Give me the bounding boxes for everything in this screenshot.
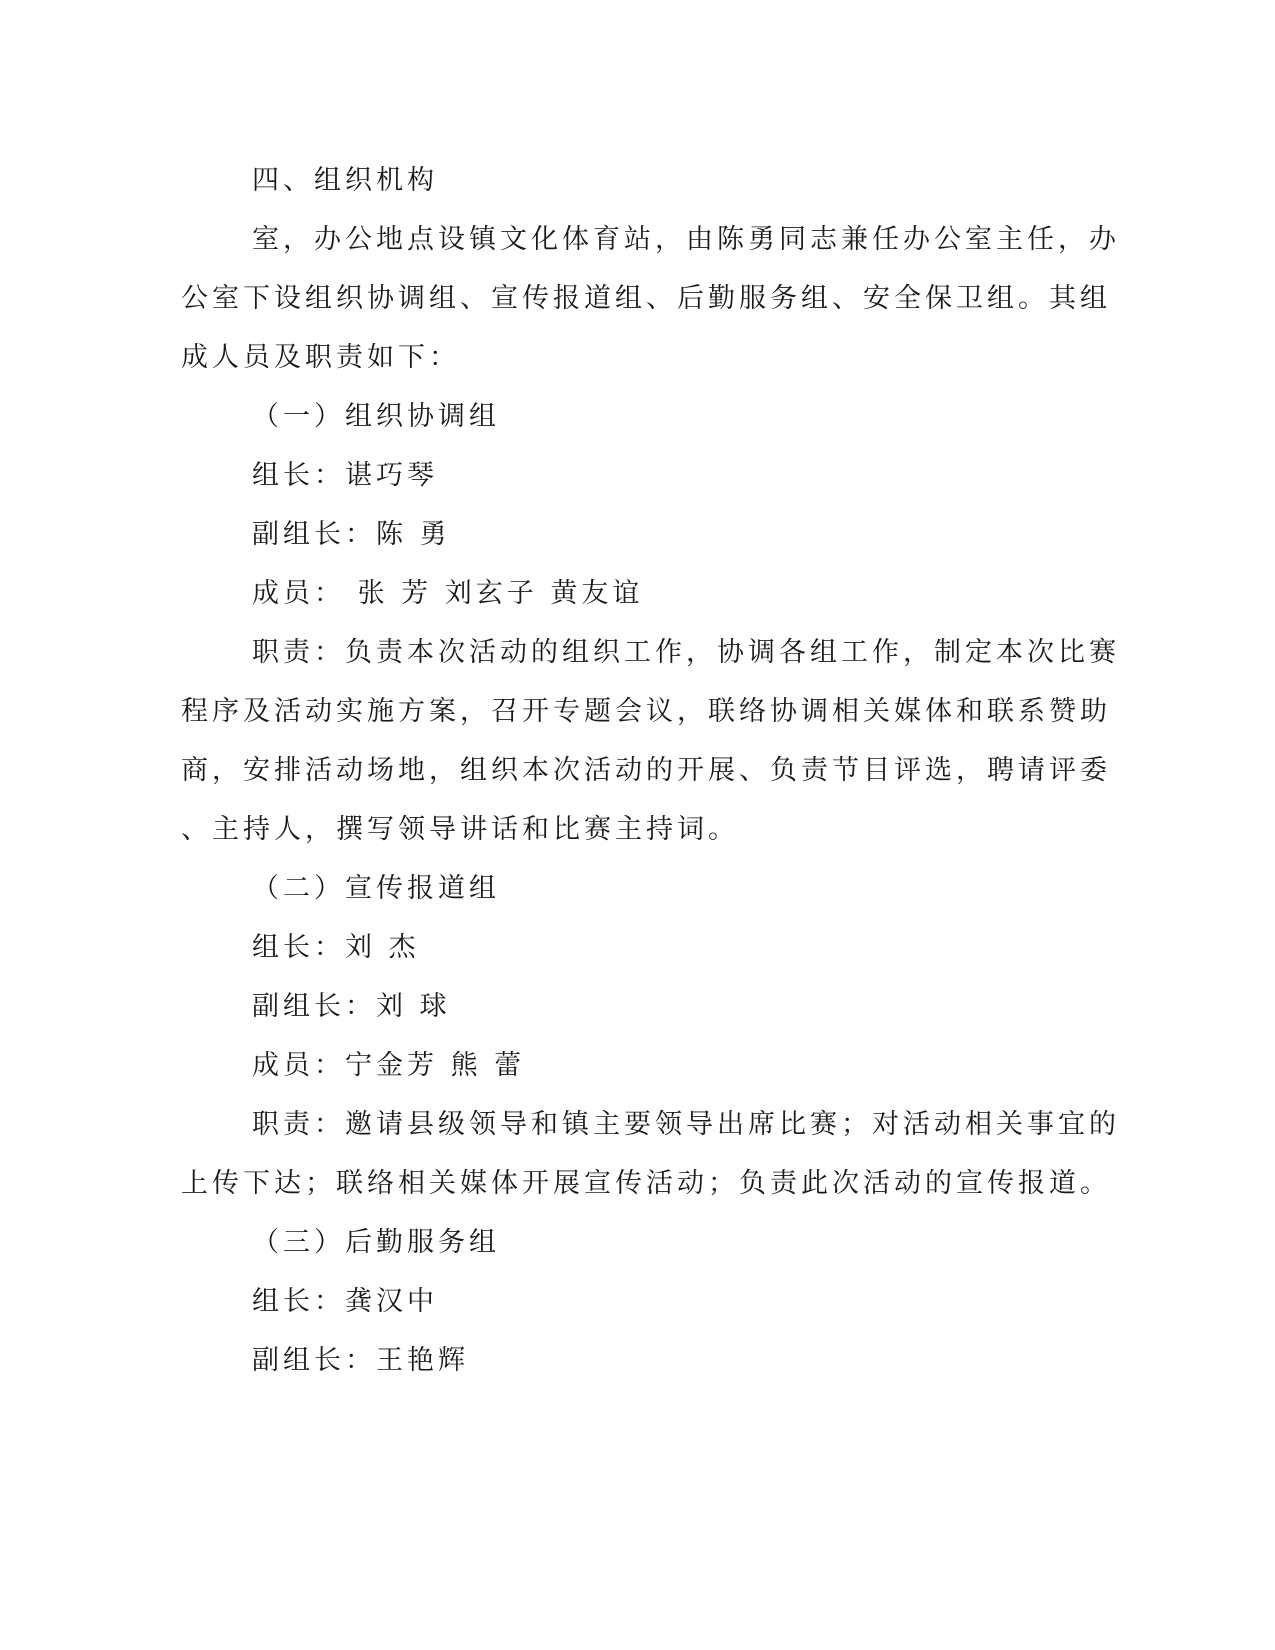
group-heading: （一）组织协调组 [252, 401, 500, 432]
group-heading: （三）后勤服务组 [252, 1227, 500, 1258]
group-leader: 组长：龚汉中 [252, 1286, 438, 1317]
group-duty-line: 上传下达；联络相关媒体开展宣传活动；负责此次活动的宣传报道。 [181, 1168, 1111, 1199]
group-deputy: 副组长：王艳辉 [252, 1345, 469, 1376]
group-duty-line: 职责：负责本次活动的组织工作，协调各组工作，制定本次比赛 [252, 637, 1120, 668]
group-heading: （二）宣传报道组 [252, 873, 500, 904]
intro-line: 成人员及职责如下： [181, 342, 460, 373]
group-duty-line: 职责：邀请县级领导和镇主要领导出席比赛；对活动相关事宜的 [252, 1109, 1120, 1140]
intro-line: 室，办公地点设镇文化体育站，由陈勇同志兼任办公室主任，办 [252, 224, 1120, 255]
group-members: 成员：宁金芳 熊 蕾 [252, 1050, 526, 1081]
group-duty-line: 程序及活动实施方案，召开专题会议，联络协调相关媒体和联系赞助 [181, 696, 1111, 727]
group-deputy: 副组长：陈 勇 [252, 519, 451, 550]
group-leader: 组长：谌巧琴 [252, 460, 438, 491]
group-leader: 组长：刘 杰 [252, 932, 420, 963]
group-deputy: 副组长：刘 球 [252, 991, 451, 1022]
intro-line: 公室下设组织协调组、宣传报道组、后勤服务组、安全保卫组。其组 [181, 283, 1111, 314]
section-heading: 四、组织机构 [252, 165, 438, 196]
group-members: 成员： 张 芳 刘玄子 黄友谊 [252, 578, 644, 609]
group-duty-line: 、主持人，撰写领导讲话和比赛主持词。 [181, 814, 739, 845]
group-duty-line: 商，安排活动场地，组织本次活动的开展、负责节目评选，聘请评委 [181, 755, 1111, 786]
